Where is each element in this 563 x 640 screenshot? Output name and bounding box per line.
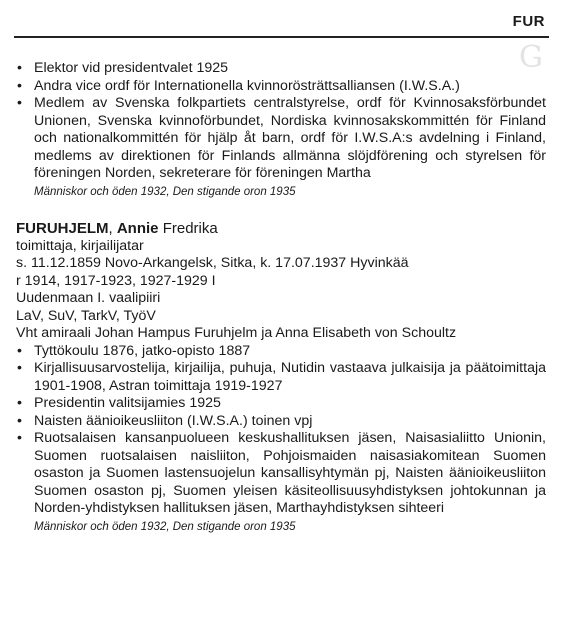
bullet-icon: •: [17, 360, 22, 376]
entry-middlename: Fredrika: [162, 219, 218, 237]
header-rule: [14, 36, 549, 38]
entry-birth-death: s. 11.12.1859 Novo-Arkangelsk, Sitka, k. 17.07.1937 Hyvinkää: [16, 255, 409, 271]
bullet-icon: •: [17, 342, 22, 359]
list-item: • Tyttökoulu 1876, jatko-opisto 1887: [17, 342, 251, 359]
list-item: • Elektor vid presidentvalet 1925: [17, 60, 229, 76]
faded-bleedthrough-letter: G: [519, 40, 543, 75]
bullet-icon: •: [17, 430, 22, 446]
bullet-icon: •: [17, 95, 22, 111]
page-content: [16, 60, 546, 535]
entry-firstname: Annie: [116, 219, 159, 237]
list-item: • Andra vice ordf för Internationella kvinnorösträttsalliansen (I.W.S.A.): [17, 77, 460, 94]
entry-terms: r 1914, 1917-1923, 1927-1929 I: [16, 272, 216, 289]
list-item: • Kirjallisuusarvostelija, kirjailija, puhuja, Nutidin vastaava julkaisija ja päätoimittaja 1901-1908, Astran toimittaja 1919-1927: [17, 360, 546, 394]
entry-surname: FURUHJELM: [16, 219, 109, 237]
entry-district: Uudenmaan I. vaalipiiri: [16, 290, 161, 306]
bullet-icon: •: [17, 412, 22, 429]
bullet-icon: •: [17, 60, 22, 76]
entry-heading: FURUHJELM, Annie Fredrika: [16, 219, 218, 237]
page-header-code: FUR: [512, 13, 545, 30]
entry-parties: LaV, SuV, TarkV, TyöV: [16, 307, 156, 324]
prev-entry-list: [16, 60, 546, 183]
source-citation: Människor och öden 1932, Den stigande oron 1935: [34, 185, 296, 198]
bullet-icon: •: [17, 77, 22, 94]
list-item: • Presidentin valitsijamies 1925: [17, 395, 221, 411]
source-citation: Människor och öden 1932, Den stigande oron 1935: [34, 520, 296, 533]
list-item: • Medlem av Svenska folkpartiets centralstyrelse, ordf för Kvinnosaksförbundet Unionen, Svenska kvinnoförbundet, Nordiska kvinnosakskommittén för Finland och nationalkommittén för hjälp åt barn, ordf för I.W.S.A:s avdelning i Finland, medlems av direktionen för Finlands allmänna slöjdförening och styrelsen för föreningen Norden, sekreterare för föreningen Martha: [17, 95, 546, 181]
entry-list: [16, 343, 546, 518]
entry-occupation: toimittaja, kirjailijatar: [16, 237, 144, 254]
entry-parents: Vht amiraali Johan Hampus Furuhjelm ja Anna Elisabeth von Schoultz: [16, 325, 457, 341]
bullet-icon: •: [17, 395, 22, 411]
list-item: • Ruotsalaisen kansanpuolueen keskushallituksen jäsen, Naisasialiitto Unionin, Suomen ruotsalaisen naisliiton, Pohjoismaiden naisasiakomitean Suomen osaston ja Suomen lastensuojelun kansallisyhtymän pj, Naisten äänioikeusliiton Suomen osaston pj, Suomen yleisen käsiteollisuusyhdistyksen johtokunnan ja Norden-yhdistyksen hallituksen jäsen, Marthayhdistyksen sihteeri: [17, 430, 546, 516]
list-item: • Naisten äänioikeusliiton (I.W.S.A.) toinen vpj: [17, 412, 313, 429]
